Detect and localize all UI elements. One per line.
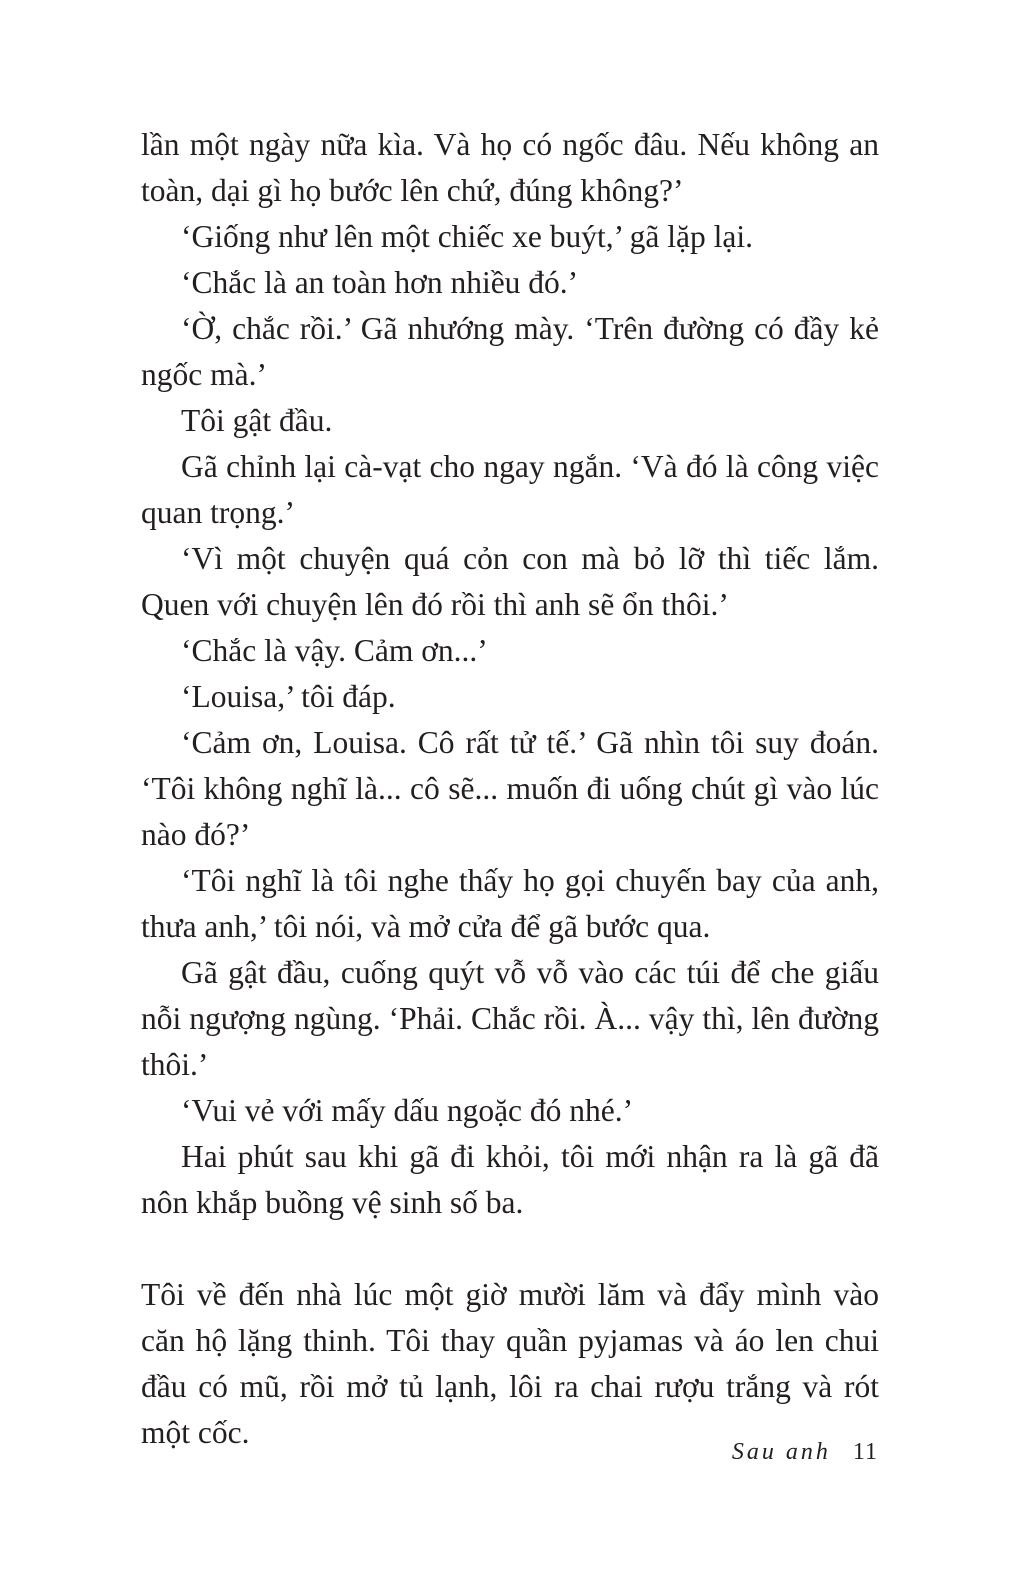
paragraph: ‘Cảm ơn, Louisa. Cô rất tử tế.’ Gã nhìn tôi suy đoán. ‘Tôi không nghĩ là... cô sẽ... muốn đi uống chút gì vào lúc nào đó?’ — [141, 725, 879, 852]
paragraph: Gã gật đầu, cuống quýt vỗ vỗ vào các túi để che giấu nỗi ngượng ngùng. ‘Phải. Chắc rồi. À... vậy thì, lên đường thôi.’ — [141, 955, 879, 1082]
page-number: 11 — [852, 1439, 878, 1465]
paragraph: lần một ngày nữa kìa. Và họ có ngốc đâu. Nếu không an toàn, dại gì họ bước lên chứ, đúng không?’ — [141, 127, 879, 208]
page-body — [141, 122, 879, 1456]
paragraph: ‘Chắc là an toàn hơn nhiều đó.’ — [181, 265, 579, 300]
page-footer — [600, 1437, 878, 1467]
paragraph: Tôi gật đầu. — [181, 403, 333, 438]
paragraph: Hai phút sau khi gã đi khỏi, tôi mới nhận ra là gã đã nôn khắp buồng vệ sinh số ba. — [141, 1139, 879, 1220]
section-break — [141, 1226, 879, 1272]
paragraph: Gã chỉnh lại cà-vạt cho ngay ngắn. ‘Và đó là công việc quan trọng.’ — [141, 449, 879, 530]
paragraph: ‘Vui vẻ với mấy dấu ngoặc đó nhé.’ — [181, 1093, 634, 1128]
paragraph: ‘Vì một chuyện quá cỏn con mà bỏ lỡ thì tiếc lắm. Quen với chuyện lên đó rồi thì anh sẽ ổn thôi.’ — [141, 541, 879, 622]
paragraph: ‘Ờ, chắc rồi.’ Gã nhướng mày. ‘Trên đường có đầy kẻ ngốc mà.’ — [141, 311, 879, 392]
paragraph: ‘Tôi nghĩ là tôi nghe thấy họ gọi chuyến bay của anh, thưa anh,’ tôi nói, và mở cửa để gã bước qua. — [141, 863, 879, 944]
running-title: Sau anh — [731, 1439, 831, 1465]
paragraph: ‘Chắc là vậy. Cảm ơn...’ — [181, 633, 488, 668]
paragraph: ‘Louisa,’ tôi đáp. — [181, 679, 396, 714]
paragraph: ‘Giống như lên một chiếc xe buýt,’ gã lặp lại. — [181, 219, 753, 254]
paragraph: Tôi về đến nhà lúc một giờ mười lăm và đẩy mình vào căn hộ lặng thinh. Tôi thay quần pyjamas và áo len chui đầu có mũ, rồi mở tủ lạnh, lôi ra chai rượu trắng và rót một cốc. — [141, 1277, 879, 1450]
